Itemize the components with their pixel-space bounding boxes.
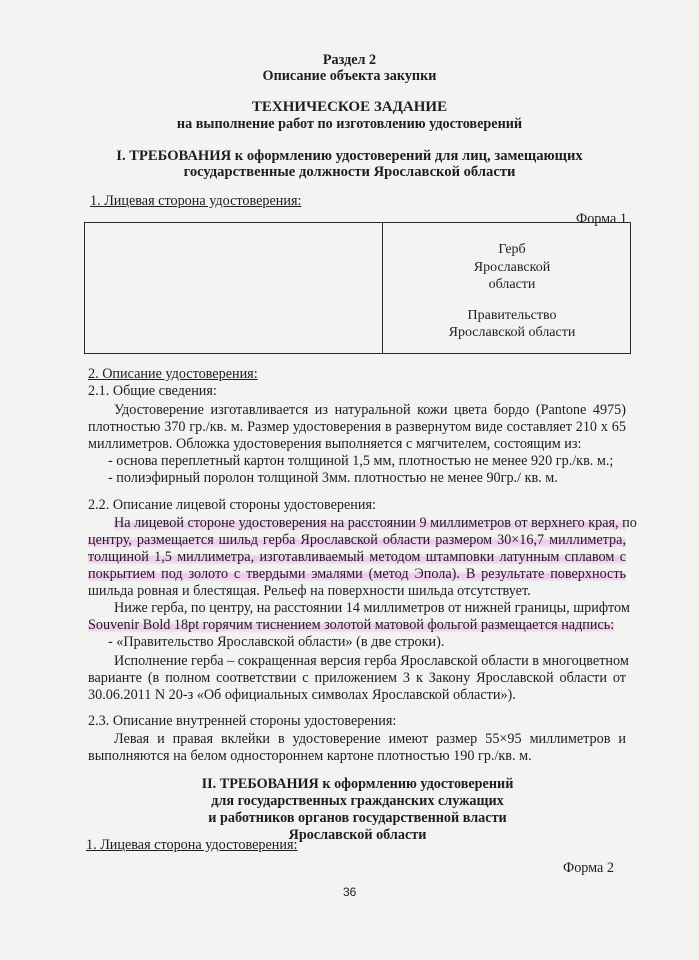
certificate-front-table (84, 222, 631, 354)
box-government-region: Ярославской области (448, 325, 576, 340)
p22-line-5: шильда ровная и блестящая. Рельеф на поверхности шильда отсутствует. (88, 583, 531, 599)
p22-line-3: толщиной 1,5 миллиметра, изготавливаемый методом штамповки латунным сплавом с (88, 549, 626, 565)
form-1-label: Форма 1 (576, 211, 627, 227)
front-description-heading: 2.2. Описание лицевой стороны удостоверения: (88, 497, 376, 513)
requirements-1-line-2: государственные должности Ярославской области (183, 164, 516, 180)
p22-line-11: 30.06.2011 N 20-з «Об официальных символах Ярославской области»). (88, 687, 516, 703)
front-side-heading: 1. Лицевая сторона удостоверения: (90, 193, 302, 209)
requirements-2-line-4: Ярославской области (288, 827, 427, 843)
p22-line-9: Исполнение герба – сокращенная версия герба Ярославской области в многоцветном (114, 653, 629, 669)
form-2-label: Форма 2 (563, 860, 614, 876)
p21-line-1: Удостоверение изготавливается из натуральной кожи цвета бордо (Pantone 4975) (114, 402, 626, 418)
p21-line-4: - основа переплетный картон толщиной 1,5 мм, плотностью не менее 920 гр./кв. м.; (108, 453, 614, 469)
front-side-heading-2: 1. Лицевая сторона удостоверения: (86, 837, 298, 853)
table-divider (382, 223, 383, 353)
requirements-2-line-3: и работников органов государственной власти (208, 810, 507, 826)
p21-line-3: миллиметров. Обложка удостоверения выполняется с мягчителем, состоящим из: (88, 436, 582, 452)
requirements-2-line-1: II. ТРЕБОВАНИЯ к оформлению удостоверений (201, 776, 514, 792)
section-title: Раздел 2 (322, 52, 377, 68)
box-coat-of-arms: Герб (498, 242, 526, 257)
p22-line-10: варианте (в полном соответствии с приложением 3 к Закону Ярославской области от (88, 670, 626, 686)
box-government: Правительство (467, 308, 557, 323)
page-number: 36 (343, 885, 357, 899)
p22-line-1: На лицевой стороне удостоверения на расстоянии 9 миллиметров от верхнего края, по (114, 515, 637, 531)
requirements-2-line-2: для государственных гражданских служащих (211, 793, 504, 809)
p21-line-2: плотностью 370 гр./кв. м. Размер удостоверения в развернутом виде составляет 210 х 65 (88, 419, 626, 435)
p22-line-2: центру, размещается шильд герба Ярославской области размером 30×16,7 миллиметра, (88, 532, 626, 548)
box-yaroslavl: Ярославской (473, 260, 551, 275)
requirements-1-line-1: I. ТРЕБОВАНИЯ к оформлению удостоверений для лиц, замещающих (116, 148, 583, 164)
p23-line-1: Левая и правая вклейки в удостоверение имеют размер 55×95 миллиметров и (114, 731, 626, 747)
inner-side-heading: 2.3. Описание внутренней стороны удостоверения: (88, 713, 397, 729)
p22-line-8: - «Правительство Ярославской области» (в две строки). (108, 634, 445, 650)
p22-line-6: Ниже герба, по центру, на расстоянии 14 миллиметров от нижней границы, шрифтом (114, 600, 630, 616)
box-region: области (488, 277, 536, 292)
tz-subtitle: на выполнение работ по изготовлению удостоверений (176, 116, 523, 132)
p23-line-2: выполняются на белом одностороннем картоне плотностью 190 гр./кв. м. (88, 748, 532, 764)
p22-line-4: покрытием под золото с твердыми эмалями (метод Эпола). В результате поверхность (88, 566, 626, 582)
description-heading: 2. Описание удостоверения: (88, 366, 258, 382)
p21-line-5: - полиэфирный поролон толщиной 3мм. плотностью не менее 90гр./ кв. м. (108, 470, 558, 486)
tz-title: ТЕХНИЧЕСКОЕ ЗАДАНИЕ (251, 99, 448, 115)
section-subtitle: Описание объекта закупки (262, 68, 437, 84)
general-info-heading: 2.1. Общие сведения: (88, 383, 217, 399)
p22-line-7: Souvenir Bold 18pt горячим тиснением золотой матовой фольгой размещается надпись: (88, 617, 615, 633)
